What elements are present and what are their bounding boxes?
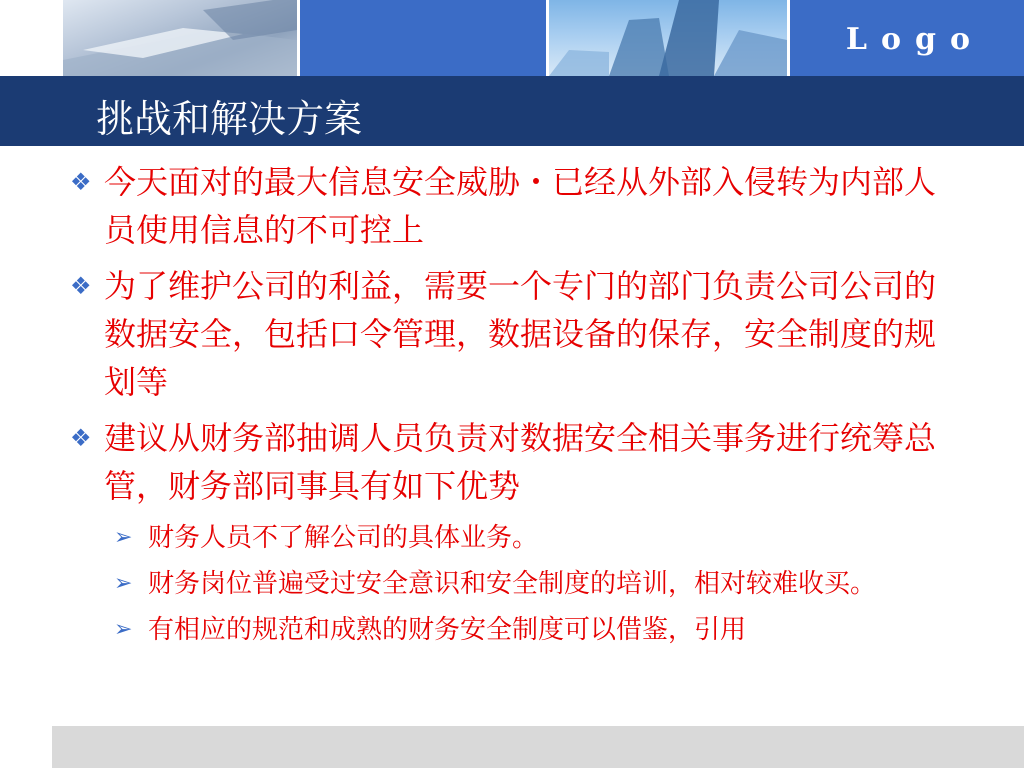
keyboard-image (63, 0, 297, 76)
bullet-item (70, 262, 950, 406)
sub-bullet-item (114, 518, 950, 558)
logo: Logo (845, 22, 984, 57)
buildings-image (549, 0, 787, 76)
diamond-cluster-icon: ❖ (70, 424, 92, 452)
diamond-cluster-icon: ❖ (70, 168, 92, 196)
banner-panel-logo (790, 0, 1024, 76)
banner-image-keyboard (63, 0, 297, 76)
sub-bullet-list (114, 518, 950, 650)
slide-title: 挑战和解决方案 (96, 97, 363, 141)
bullet-text: 为了维护公司的利益，需要一个专门的部门负责公司公司的数据安全，包括口令管理，数据设备的保存，安全制度的规划等 (104, 267, 937, 401)
banner-panel-blue (300, 0, 546, 76)
sub-bullet-text: 财务人员不了解公司的具体业务。 (148, 523, 539, 553)
header-banner (0, 0, 1024, 76)
bullet-text: 建议从财务部抽调人员负责对数据安全相关事务进行统筹总管，财务部同事具有如下优势 (104, 419, 937, 505)
bullet-item (70, 158, 950, 254)
sub-bullet-item (114, 610, 950, 650)
arrow-right-icon: ➢ (114, 571, 133, 596)
sub-bullet-text: 有相应的规范和成熟的财务安全制度可以借鉴，引用 (148, 615, 747, 645)
sub-bullet-item (114, 564, 950, 604)
bullet-text: 今天面对的最大信息安全威胁・已经从外部入侵转为内部人员使用信息的不可控上 (104, 163, 937, 249)
sub-bullet-text: 财务岗位普遍受过安全意识和安全制度的培训，相对较难收买。 (148, 569, 877, 599)
slide-content (70, 158, 950, 656)
bullet-item (70, 414, 950, 510)
banner-image-buildings (549, 0, 787, 76)
diamond-cluster-icon: ❖ (70, 272, 92, 300)
footer-bar (52, 726, 1024, 768)
arrow-right-icon: ➢ (114, 525, 133, 550)
arrow-right-icon: ➢ (114, 617, 133, 642)
